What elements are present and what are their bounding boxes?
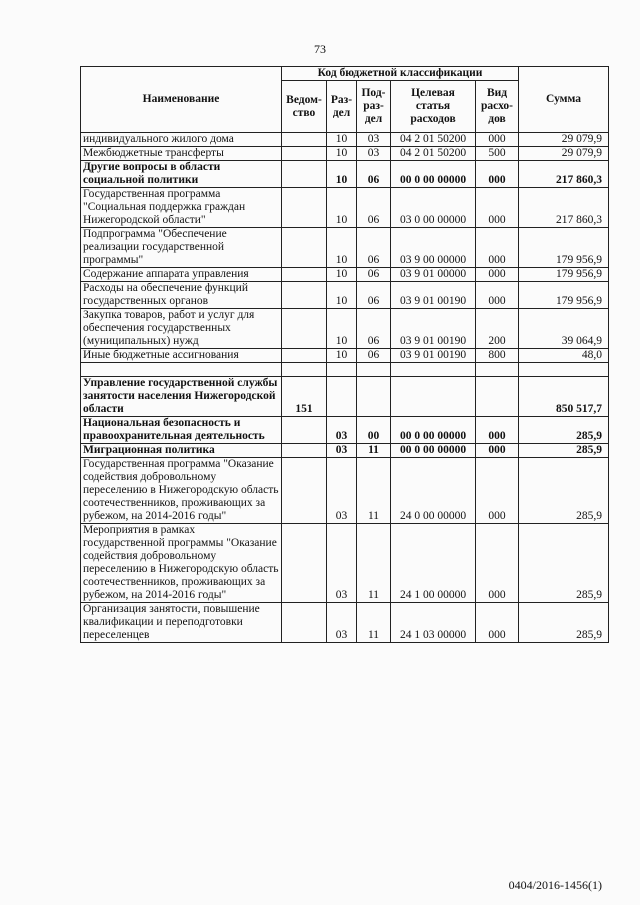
- table-row: [81, 603, 609, 643]
- cell-sum: 29 079,9: [519, 147, 609, 161]
- cell-razdel: 10: [327, 188, 357, 228]
- cell-sum: 179 956,9: [519, 268, 609, 282]
- cell-name: Содержание аппарата управления: [81, 268, 282, 282]
- cell-sum: 285,9: [519, 603, 609, 643]
- cell-name: Закупка товаров, работ и услуг для обеспечения государственных (муниципальных) нужд: [81, 309, 282, 349]
- header-name: Наименование: [81, 67, 282, 133]
- cell-vedomstvo: [282, 228, 327, 268]
- cell-target: [391, 377, 476, 417]
- document-code: 0404/2016-1456(1): [508, 878, 602, 892]
- cell-target: 24 1 03 00000: [391, 603, 476, 643]
- cell-name: Государственная программа "Социальная поддержка граждан Нижегородской области": [81, 188, 282, 228]
- cell-target: 03 9 01 00190: [391, 282, 476, 309]
- cell-target: 03 0 00 00000: [391, 188, 476, 228]
- cell-vedomstvo: [282, 603, 327, 643]
- table-row: [81, 458, 609, 524]
- cell-name: Межбюджетные трансферты: [81, 147, 282, 161]
- cell-name: Расходы на обеспечение функций государственных органов: [81, 282, 282, 309]
- cell-vid: 000: [476, 282, 519, 309]
- cell-name: Подпрограмма "Обеспечение реализации государственной программы": [81, 228, 282, 268]
- cell-podrazdel: 06: [357, 349, 391, 363]
- cell-razdel: 10: [327, 282, 357, 309]
- cell-target: 04 2 01 50200: [391, 147, 476, 161]
- cell-vid: 000: [476, 603, 519, 643]
- table-row: [81, 147, 609, 161]
- cell-target: 24 1 00 00000: [391, 524, 476, 603]
- cell-sum: 285,9: [519, 444, 609, 458]
- cell-target: 00 0 00 00000: [391, 161, 476, 188]
- cell-razdel: 10: [327, 309, 357, 349]
- table-row: [81, 228, 609, 268]
- cell-podrazdel: 03: [357, 147, 391, 161]
- cell-name: Организация занятости, повышение квалификации и переподготовки переселенцев: [81, 603, 282, 643]
- table-row: [81, 268, 609, 282]
- header-vid: Вид расхо-дов: [476, 81, 519, 133]
- cell-vid: 200: [476, 309, 519, 349]
- cell-name: индивидуального жилого дома: [81, 133, 282, 147]
- header-target: Целевая статья расходов: [391, 81, 476, 133]
- cell-razdel: 10: [327, 349, 357, 363]
- cell-vid: 000: [476, 133, 519, 147]
- cell-podrazdel: 06: [357, 282, 391, 309]
- cell-vedomstvo: [282, 268, 327, 282]
- cell-sum: 179 956,9: [519, 282, 609, 309]
- cell-target: 00 0 00 00000: [391, 417, 476, 444]
- cell-sum: 39 064,9: [519, 309, 609, 349]
- cell-target: 03 9 01 00190: [391, 349, 476, 363]
- header-sum: Сумма: [519, 67, 609, 133]
- cell-podrazdel: [357, 377, 391, 417]
- cell-vid: 500: [476, 147, 519, 161]
- cell-vid: 000: [476, 188, 519, 228]
- cell-name: Управление государственной службы занятости населения Нижегородской области: [81, 377, 282, 417]
- cell-razdel: 10: [327, 147, 357, 161]
- cell-vid: 800: [476, 349, 519, 363]
- cell-target: 24 0 00 00000: [391, 458, 476, 524]
- cell-podrazdel: 06: [357, 268, 391, 282]
- cell-podrazdel: 11: [357, 603, 391, 643]
- cell-podrazdel: 06: [357, 188, 391, 228]
- cell-vedomstvo: [282, 524, 327, 603]
- table-row: [81, 282, 609, 309]
- cell-vedomstvo: [282, 161, 327, 188]
- cell-vid: 000: [476, 228, 519, 268]
- cell-vid: 000: [476, 458, 519, 524]
- cell-sum: 850 517,7: [519, 377, 609, 417]
- cell-name: Мероприятия в рамках государственной программы "Оказание содействия добровольному переселению в Нижегородскую область соотечественников, проживающих за рубежом, на 2014-2016 годы": [81, 524, 282, 603]
- cell-vedomstvo: [282, 309, 327, 349]
- page-number: 73: [314, 42, 326, 56]
- cell-sum: [519, 363, 609, 377]
- cell-razdel: 03: [327, 524, 357, 603]
- cell-vid: 000: [476, 268, 519, 282]
- cell-podrazdel: 06: [357, 309, 391, 349]
- cell-vedomstvo: [282, 349, 327, 363]
- header-razdel: Раз-дел: [327, 81, 357, 133]
- cell-podrazdel: 06: [357, 228, 391, 268]
- cell-target: 00 0 00 00000: [391, 444, 476, 458]
- cell-vid: 000: [476, 524, 519, 603]
- header-podrazdel: Под-раз-дел: [357, 81, 391, 133]
- cell-sum: 48,0: [519, 349, 609, 363]
- cell-name: Национальная безопасность и правоохранительная деятельность: [81, 417, 282, 444]
- table-row: [81, 188, 609, 228]
- cell-podrazdel: 11: [357, 458, 391, 524]
- table-row: [81, 309, 609, 349]
- cell-vedomstvo: [282, 147, 327, 161]
- header-classification: Код бюджетной классификации: [282, 67, 519, 81]
- table-row: [81, 161, 609, 188]
- cell-razdel: 03: [327, 444, 357, 458]
- cell-razdel: 03: [327, 603, 357, 643]
- cell-vedomstvo: [282, 133, 327, 147]
- cell-podrazdel: 11: [357, 524, 391, 603]
- cell-name: [81, 363, 282, 377]
- table-row: [81, 444, 609, 458]
- cell-vedomstvo: [282, 417, 327, 444]
- cell-sum: 285,9: [519, 417, 609, 444]
- cell-target: 03 9 00 00000: [391, 228, 476, 268]
- cell-name: Миграционная политика: [81, 444, 282, 458]
- cell-podrazdel: 03: [357, 133, 391, 147]
- cell-name: Государственная программа "Оказание содействия добровольному переселению в Нижегородскую область соотечественников, проживающих за рубежом, на 2014-2016 годы": [81, 458, 282, 524]
- cell-sum: 217 860,3: [519, 188, 609, 228]
- cell-razdel: 10: [327, 133, 357, 147]
- cell-target: 03 9 01 00000: [391, 268, 476, 282]
- cell-razdel: 03: [327, 458, 357, 524]
- cell-target: 04 2 01 50200: [391, 133, 476, 147]
- table-row: [81, 417, 609, 444]
- cell-vid: [476, 363, 519, 377]
- cell-podrazdel: 06: [357, 161, 391, 188]
- cell-razdel: 10: [327, 228, 357, 268]
- cell-vedomstvo: [282, 458, 327, 524]
- cell-razdel: [327, 377, 357, 417]
- cell-vedomstvo: [282, 363, 327, 377]
- table-row: [81, 524, 609, 603]
- cell-vid: 000: [476, 161, 519, 188]
- cell-vedomstvo: [282, 444, 327, 458]
- cell-sum: 285,9: [519, 524, 609, 603]
- table-row: [81, 377, 609, 417]
- cell-vid: [476, 377, 519, 417]
- cell-podrazdel: 11: [357, 444, 391, 458]
- budget-table: [80, 66, 609, 643]
- cell-razdel: 10: [327, 268, 357, 282]
- cell-razdel: [327, 363, 357, 377]
- cell-vedomstvo: [282, 188, 327, 228]
- cell-name: Другие вопросы в области социальной политики: [81, 161, 282, 188]
- cell-vid: 000: [476, 417, 519, 444]
- cell-sum: 217 860,3: [519, 161, 609, 188]
- cell-sum: 285,9: [519, 458, 609, 524]
- table-body: [81, 133, 609, 643]
- table-row: [81, 133, 609, 147]
- cell-vedomstvo: 151: [282, 377, 327, 417]
- cell-vedomstvo: [282, 282, 327, 309]
- cell-razdel: 03: [327, 417, 357, 444]
- cell-sum: 179 956,9: [519, 228, 609, 268]
- cell-podrazdel: [357, 363, 391, 377]
- cell-sum: 29 079,9: [519, 133, 609, 147]
- header-vedomstvo: Ведом-ство: [282, 81, 327, 133]
- table-row: [81, 349, 609, 363]
- cell-razdel: 10: [327, 161, 357, 188]
- table-row: [81, 363, 609, 377]
- cell-vid: 000: [476, 444, 519, 458]
- cell-podrazdel: 00: [357, 417, 391, 444]
- cell-target: [391, 363, 476, 377]
- cell-name: Иные бюджетные ассигнования: [81, 349, 282, 363]
- cell-target: 03 9 01 00190: [391, 309, 476, 349]
